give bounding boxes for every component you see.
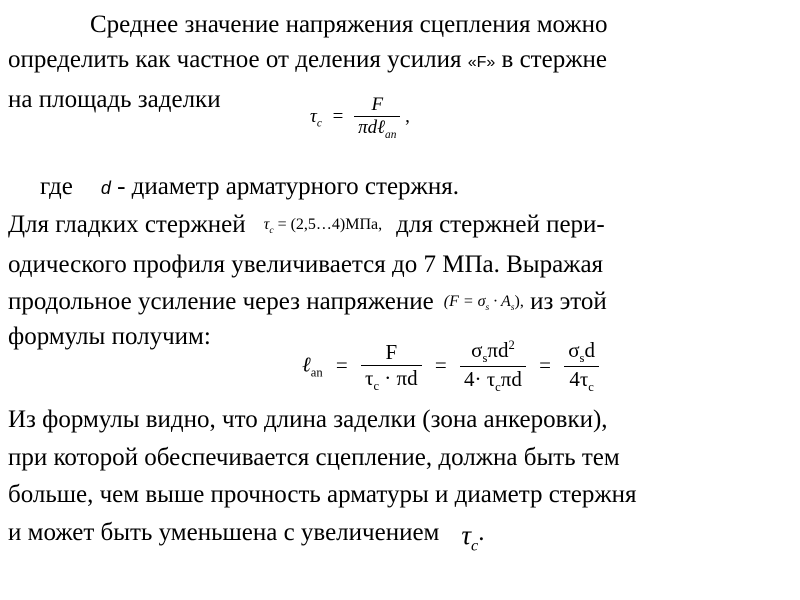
numerator: F xyxy=(385,339,398,364)
text-line: одического профиля увеличивается до 7 МПа. Выражая xyxy=(8,251,604,278)
subscript: s xyxy=(485,302,490,314)
equals-sign: = xyxy=(335,352,348,377)
equals-sign: = xyxy=(332,105,344,127)
ell-symbol: ℓ xyxy=(302,352,311,377)
d-symbol: d xyxy=(100,178,111,198)
formula-open: (F = σ xyxy=(443,293,486,310)
numerator-rest: πd xyxy=(487,338,509,362)
force-symbol: «F» xyxy=(467,54,496,71)
text-fragment: продольное усиление через напряжение xyxy=(8,288,434,315)
numerator xyxy=(460,338,526,366)
text-line xyxy=(8,518,484,560)
text-line: больше, чем выше прочность арматуры и диаметр стержня xyxy=(8,481,637,508)
subscript: c xyxy=(316,117,322,130)
formula-rest: = (2,5…4)МПа, xyxy=(273,216,383,233)
formula-mid: · A xyxy=(489,293,511,310)
tau-symbol: τ xyxy=(364,365,374,390)
text-line xyxy=(8,45,607,78)
text-line: при которой обеспечивается сцепление, должна быть тем xyxy=(8,444,620,471)
denominator: πdℓ xyxy=(358,117,386,138)
text-fragment: и может быть уменьшена с увеличением xyxy=(8,519,440,546)
numerator xyxy=(564,338,599,366)
text-fragment: - диаметр арматурного стержня. xyxy=(117,173,459,200)
subscript: c xyxy=(269,225,274,237)
inline-formula-smooth xyxy=(263,216,383,237)
subscript: c xyxy=(471,536,479,555)
tau-symbol: τ xyxy=(310,105,317,127)
text-fragment: где xyxy=(40,173,73,200)
denominator-rest: πd xyxy=(500,367,522,392)
text-line: на площадь заделки xyxy=(8,86,221,113)
subscript: c xyxy=(588,380,594,395)
period: . xyxy=(478,519,485,546)
sigma-symbol: σ xyxy=(471,338,483,362)
text-fragment: из этой xyxy=(530,288,607,315)
text-fragment: определить как частное от деления усилия xyxy=(8,46,468,73)
subscript: c xyxy=(495,380,501,395)
inline-formula-force xyxy=(443,293,524,314)
subscript: an xyxy=(385,128,397,141)
tau-symbol: τ xyxy=(461,520,472,550)
subscript: c xyxy=(373,378,380,393)
subscript: s xyxy=(579,351,585,366)
fraction xyxy=(354,94,400,141)
denominator-rest: · πd xyxy=(379,365,418,390)
formula-close: ), xyxy=(514,293,524,310)
equals-sign: = xyxy=(434,352,447,377)
denominator-pre: 4· τ xyxy=(463,367,496,392)
comma: , xyxy=(405,105,410,127)
text-fragment: в стержне xyxy=(495,46,607,73)
text-line: Из формулы видно, что длина заделки (зона анкеровки), xyxy=(8,406,608,433)
subscript: an xyxy=(310,365,323,380)
fraction xyxy=(460,338,526,395)
tau-c-symbol xyxy=(461,520,479,555)
text-line xyxy=(8,287,607,323)
subscript: s xyxy=(510,302,515,314)
fraction xyxy=(361,340,422,394)
text-line: формулы получим: xyxy=(8,323,211,350)
text-fragment: Для гладких стержней xyxy=(8,211,246,238)
tau-symbol: τ xyxy=(263,216,270,233)
text-line xyxy=(40,172,459,203)
numerator-rest: d xyxy=(584,338,595,362)
denominator xyxy=(460,366,526,395)
text-line xyxy=(8,210,605,246)
formula-anchorage-length xyxy=(302,338,599,395)
fraction xyxy=(564,338,599,395)
subscript: s xyxy=(482,351,488,366)
denominator-pre: 4τ xyxy=(569,367,589,392)
formula-bond-stress xyxy=(310,94,410,141)
superscript: 2 xyxy=(508,338,515,352)
denominator xyxy=(564,366,599,395)
denominator xyxy=(361,365,422,394)
text-fragment: для стержней пери- xyxy=(396,211,605,238)
equals-sign: = xyxy=(539,352,551,377)
text-line: Среднее значение напряжения сцепления можно xyxy=(90,11,608,38)
sigma-symbol: σ xyxy=(568,338,580,362)
numerator: F xyxy=(371,94,384,115)
